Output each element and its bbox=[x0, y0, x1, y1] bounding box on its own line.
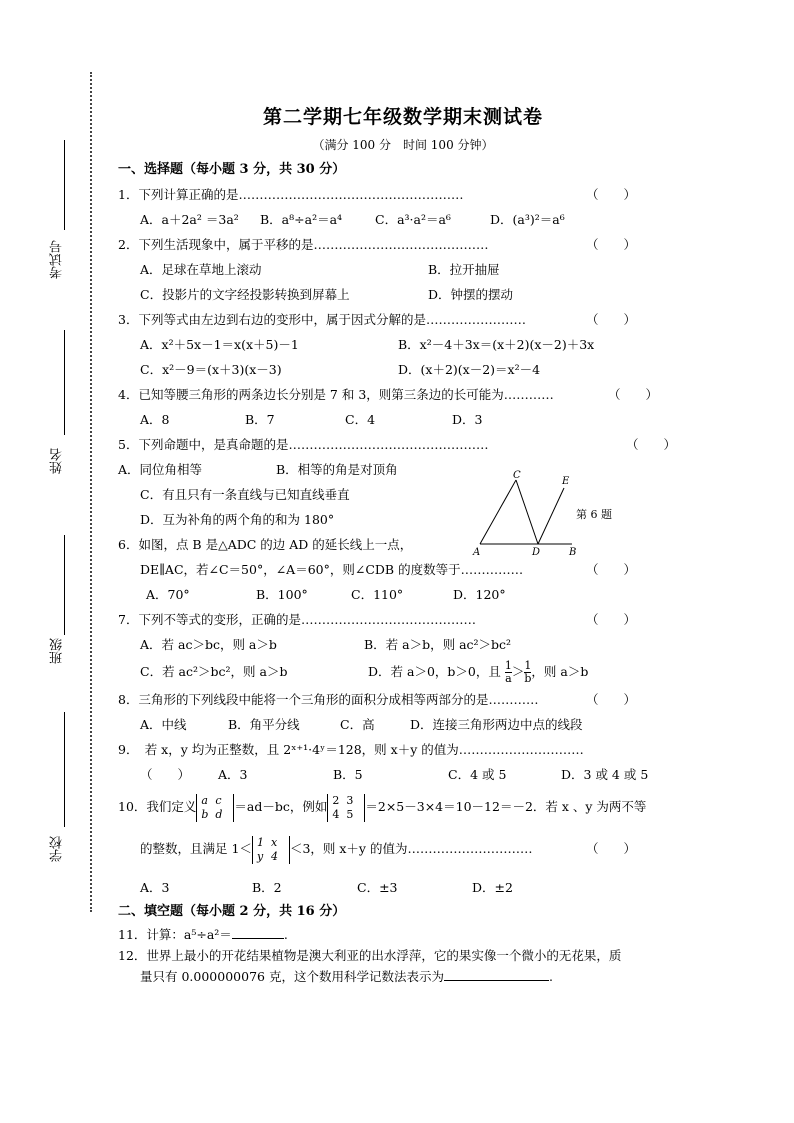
option-d: D．连接三角形两边中点的线段 bbox=[410, 717, 583, 732]
answer-paren: （ ） bbox=[585, 312, 636, 327]
question-11 bbox=[118, 924, 688, 945]
option-a: A．70° bbox=[146, 587, 190, 602]
option-c: C．高 bbox=[340, 717, 375, 732]
label-d: D bbox=[532, 547, 541, 556]
question-stem-cont: 量只有 0.000000076 克，这个数用科学记数法表示为 bbox=[140, 969, 444, 984]
question-stem-cont: DE∥AC，若∠C＝50°，∠A＝60°，则∠CDB 的度数等于…………… bbox=[140, 562, 524, 577]
question-stem-end: ＜3，则 x＋y 的值为………………………… bbox=[289, 841, 533, 856]
option-a: A．足球在草地上滚动 bbox=[140, 262, 262, 277]
option-d: D．若 a＞0，b＞0，且 $\frac{1}{a}>$ $\frac{1}{b}$，则 a＞b bbox=[368, 659, 589, 685]
question-9 bbox=[118, 737, 688, 762]
name-label: 姓名 bbox=[50, 448, 65, 474]
question-6-line2 bbox=[118, 557, 688, 582]
option-c: C．x²－9＝(x＋3)(x－3) bbox=[140, 362, 282, 377]
question-stem: 6．如图，点 B 是△ADC 的边 AD 的延长线上一点， bbox=[118, 537, 413, 552]
option-d: D．钟摆的摆动 bbox=[428, 287, 514, 302]
exam-page bbox=[118, 100, 688, 987]
question-stem: 11．计算：a⁵÷a²＝ bbox=[118, 927, 232, 942]
option-b: B．a⁸÷a²＝a⁴ bbox=[260, 212, 343, 227]
answer-paren: （ ） bbox=[625, 437, 676, 452]
question-stem: 5．下列命题中，是真命题的是………………………………………… bbox=[118, 437, 489, 452]
question-5 bbox=[118, 432, 688, 457]
option-c: C．a³·a²＝a⁶ bbox=[375, 212, 451, 227]
question-stem-cont: 的整数，且满足 1＜ bbox=[140, 841, 252, 856]
school-label: 学校 bbox=[50, 836, 65, 862]
option-c: C．投影片的文字经投影转换到屏幕上 bbox=[140, 287, 350, 302]
option-d: D．±2 bbox=[472, 880, 513, 895]
page-title: 第二学期七年级数学期末测试卷 bbox=[262, 106, 543, 128]
page-subtitle: （满分 100 分 时间 100 分钟） bbox=[312, 138, 494, 152]
question-stem: 2．下列生活现象中，属于平移的是…………………………………… bbox=[118, 237, 489, 252]
question-8 bbox=[118, 687, 688, 712]
question-stem: 7．下列不等式的变形，正确的是…………………………………… bbox=[118, 612, 476, 627]
option-c: C．4 bbox=[345, 412, 376, 427]
option-d: D．(a³)²＝a⁶ bbox=[490, 212, 565, 227]
option-d: D．3 bbox=[452, 412, 483, 427]
label-e: E bbox=[562, 476, 570, 487]
question-6-options bbox=[118, 582, 688, 607]
option-b: B．5 bbox=[333, 767, 363, 782]
determinant-example: 2 3 4 5 bbox=[327, 794, 365, 822]
question-3 bbox=[118, 307, 688, 332]
question-6-line1 bbox=[118, 532, 688, 557]
question-10-line2 bbox=[118, 827, 688, 871]
cut-line bbox=[90, 72, 92, 912]
option-b: B．x²－4＋3x＝(x＋2)(x－2)＋3x bbox=[398, 337, 595, 352]
question-8-options bbox=[118, 712, 688, 737]
figure-caption: 第 6 题 bbox=[576, 508, 612, 521]
exam-number-line bbox=[64, 140, 65, 230]
question-2-options-row2 bbox=[118, 282, 688, 307]
binding-strip bbox=[0, 0, 100, 1123]
question-2-options-row1 bbox=[118, 257, 688, 282]
question-3-options-row1 bbox=[118, 332, 688, 357]
option-a: A．3 bbox=[140, 880, 170, 895]
fraction-1-over-a: $\frac{1}{a}$ bbox=[504, 659, 512, 685]
option-b: B．相等的角是对顶角 bbox=[276, 462, 398, 477]
option-b: B．拉开抽屉 bbox=[428, 262, 500, 277]
label-c: C bbox=[513, 470, 521, 481]
option-c: C．有且只有一条直线与已知直线垂直 bbox=[140, 487, 350, 502]
question-stem: 10．我们定义 bbox=[118, 799, 197, 814]
section-fill: 二、填空题（每小题 2 分，共 16 分） bbox=[118, 904, 346, 919]
answer-paren: （ ） bbox=[585, 562, 636, 577]
question-stem: 4．已知等腰三角形的两条边长分别是 7 和 3，则第三条边的长可能为………… bbox=[118, 387, 554, 402]
answer-paren: （ ） bbox=[585, 841, 636, 856]
option-b: B．若 a＞b，则 ac²＞bc² bbox=[364, 637, 512, 652]
question-12-line1 bbox=[118, 945, 688, 966]
question-stem-post: ＝2×5－3×4＝10－12＝－2．若 x 、y 为两不等 bbox=[365, 799, 647, 814]
answer-blank[interactable] bbox=[444, 966, 549, 981]
question-stem: 12．世界上最小的开花结果植物是澳大利亚的出水浮萍，它的果实像一个微小的无花果，质 bbox=[118, 948, 622, 963]
option-c: C．±3 bbox=[357, 880, 398, 895]
option-b: B．2 bbox=[252, 880, 282, 895]
option-c: C．若 ac²＞bc²，则 a＞b bbox=[140, 664, 288, 679]
answer-paren: （ ） bbox=[585, 237, 636, 252]
question-stem-mid: ＝ad－bc，例如 bbox=[234, 799, 328, 814]
period: . bbox=[548, 969, 553, 984]
option-d-text: D．若 a＞0，b＞0，且 bbox=[368, 664, 501, 679]
period: . bbox=[283, 927, 288, 942]
option-b: B．100° bbox=[256, 587, 308, 602]
answer-paren: （ ） bbox=[140, 767, 191, 782]
option-a: A．若 ac＞bc，则 a＞b bbox=[140, 637, 277, 652]
option-c: C．4 或 5 bbox=[448, 767, 507, 782]
question-7-options-row1 bbox=[118, 632, 688, 657]
question-7 bbox=[118, 607, 688, 632]
determinant-abcd: a c b d bbox=[196, 794, 234, 822]
answer-blank[interactable] bbox=[232, 924, 284, 939]
name-line bbox=[64, 330, 65, 435]
question-4 bbox=[118, 382, 688, 407]
answer-paren: （ ） bbox=[585, 187, 636, 202]
question-stem: 1．下列计算正确的是……………………………………………… bbox=[118, 187, 464, 202]
question-1 bbox=[118, 182, 688, 207]
option-d-tail: ，则 a＞b bbox=[531, 664, 589, 679]
exam-number-label: 考试号 bbox=[50, 240, 65, 279]
option-d: D．120° bbox=[453, 587, 506, 602]
question-10-options bbox=[118, 875, 688, 900]
option-a: A．8 bbox=[140, 412, 170, 427]
question-stem: 8．三角形的下列线段中能将一个三角形的面积分成相等两部分的是………… bbox=[118, 692, 539, 707]
option-a: A．a＋2a² ＝3a² bbox=[140, 212, 239, 227]
option-a: A．同位角相等 bbox=[118, 462, 203, 477]
option-d: D．3 或 4 或 5 bbox=[561, 767, 649, 782]
question-12-line2 bbox=[118, 966, 688, 987]
option-d: D．(x＋2)(x－2)＝x²－4 bbox=[398, 362, 541, 377]
question-4-options bbox=[118, 407, 688, 432]
question-2 bbox=[118, 232, 688, 257]
school-line bbox=[64, 712, 65, 827]
determinant-1xy4: 1 x y 4 bbox=[252, 836, 290, 864]
question-3-options-row2 bbox=[118, 357, 688, 382]
section-choice: 一、选择题（每小题 3 分，共 30 分） bbox=[118, 162, 346, 177]
question-stem: 3．下列等式由左边到右边的变形中，属于因式分解的是…………………… bbox=[118, 312, 526, 327]
answer-paren: （ ） bbox=[585, 612, 636, 627]
fraction-1-over-b: $\frac{1}{b}$ bbox=[524, 659, 532, 685]
option-a: A．x²＋5x－1＝x(x＋5)－1 bbox=[140, 337, 299, 352]
option-a: A．中线 bbox=[140, 717, 187, 732]
question-1-options bbox=[118, 207, 688, 232]
answer-paren: （ ） bbox=[585, 692, 636, 707]
option-b: B．角平分线 bbox=[228, 717, 300, 732]
question-9-options bbox=[118, 762, 688, 787]
question-7-options-row2 bbox=[118, 657, 688, 687]
question-stem: 9． 若 x，y 均为正整数，且 2ˣ⁺¹·4ʸ＝128，则 x＋y 的值为………………………… bbox=[118, 742, 584, 757]
label-b: B bbox=[569, 547, 577, 556]
answer-paren: （ ） bbox=[607, 387, 658, 402]
label-a: A bbox=[473, 547, 481, 556]
class-label: 班级 bbox=[50, 638, 65, 664]
option-b: B．7 bbox=[245, 412, 275, 427]
option-a: A．3 bbox=[218, 767, 248, 782]
option-d: D．互为补角的两个角的和为 180° bbox=[140, 512, 335, 527]
class-line bbox=[64, 535, 65, 635]
option-c: C．110° bbox=[351, 587, 404, 602]
question-10-line1 bbox=[118, 787, 688, 827]
